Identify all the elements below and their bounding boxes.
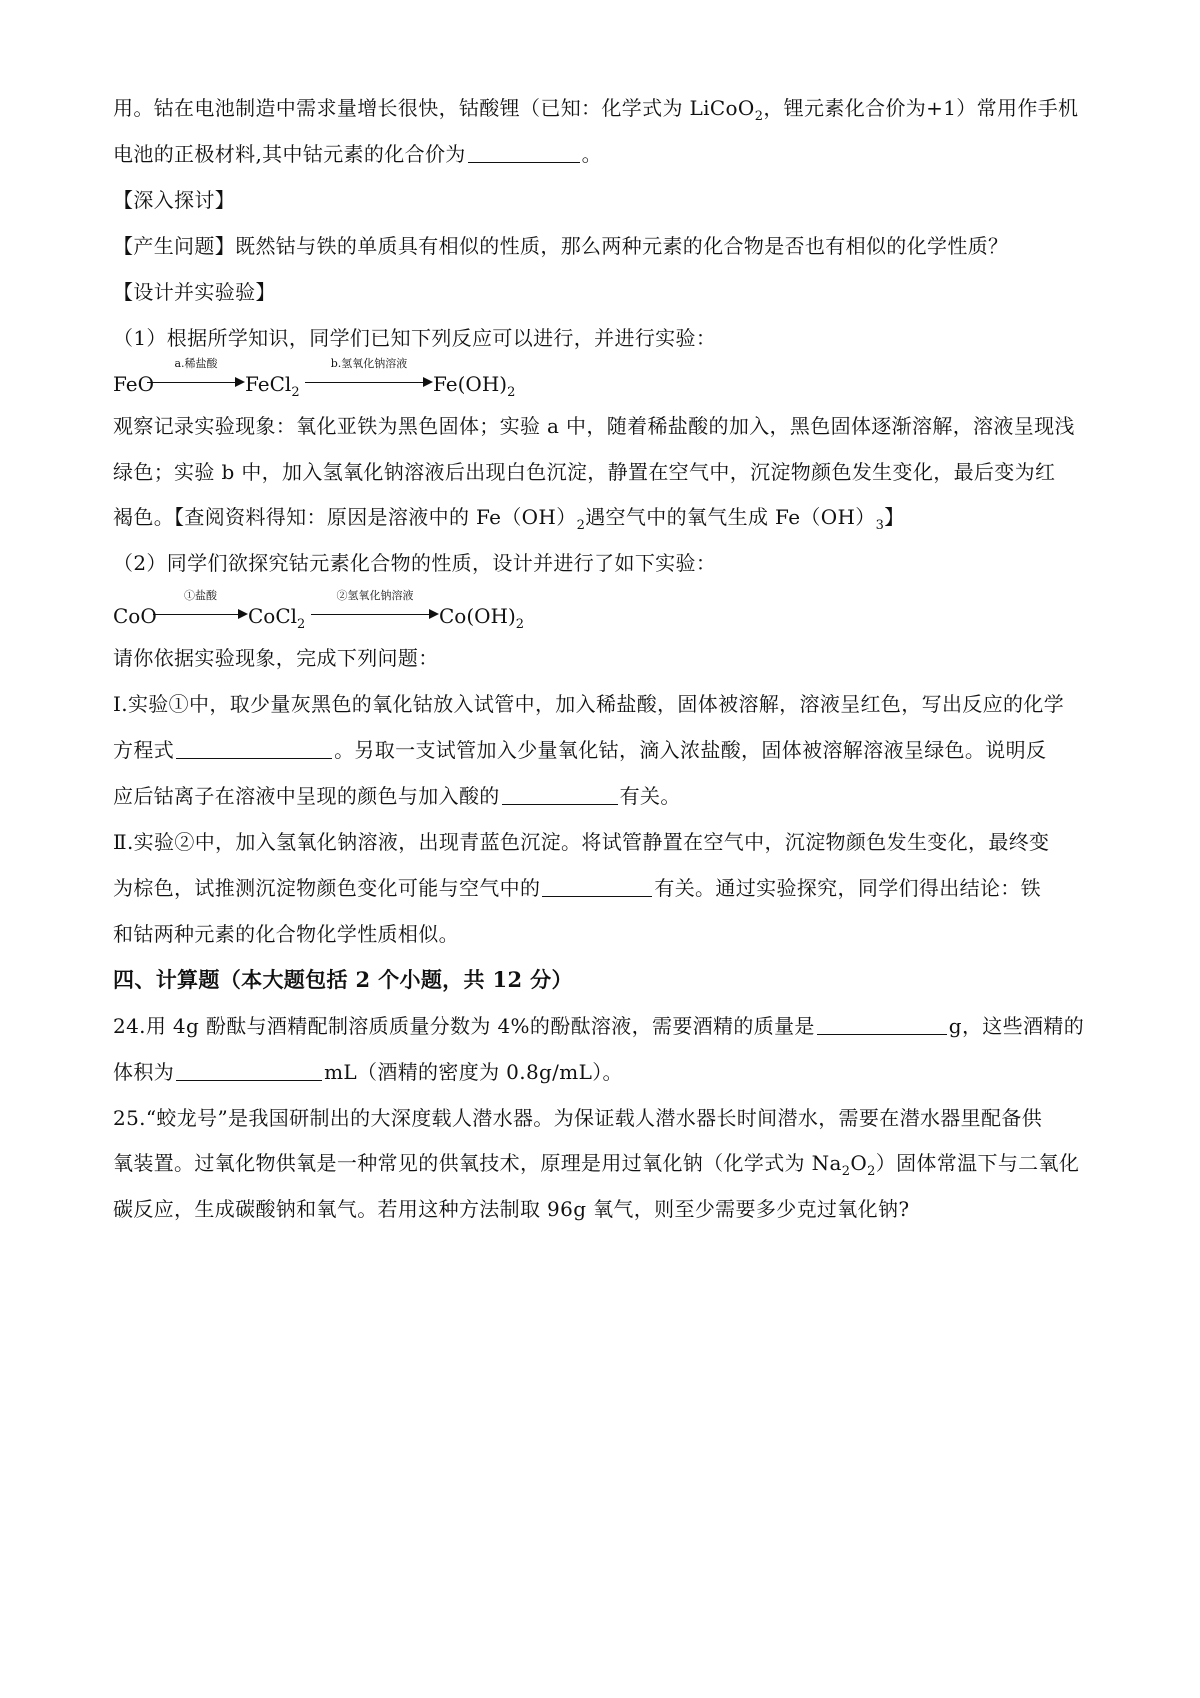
species: CoCl$_2$ (248, 604, 306, 632)
species: FeO (113, 372, 155, 396)
reaction-arrow (147, 358, 245, 398)
text-line: （2）同学们欲探究钴元素化合物的性质，设计并进行了如下实验： (113, 551, 717, 575)
question-24: 24.用 4g 酚酞与酒精配制溶质质量分数为 4%的酚酞溶液，需要酒精的质量是 g，这些酒精的 (113, 1014, 1085, 1038)
answer-blank[interactable] (542, 876, 652, 897)
answer-blank[interactable] (817, 1014, 947, 1035)
text-line: 绿色；实验 b 中，加入氢氧化钠溶液后出现白色沉淀，静置在空气中，沉淀物颜色发生变化，最后变为红 (113, 460, 1056, 484)
text-line: 用。钴在电池制造中需求量增长很快，钴酸锂（已知：化学式为 LiCoO$_2$，锂元素化合价为+1）常用作手机 (113, 96, 1079, 124)
reaction-condition: b.氢氧化钠溶液 (330, 357, 408, 370)
reaction-condition: ②氢氧化钠溶液 (336, 589, 414, 602)
species: $Fe(OH)_2$ (433, 372, 516, 400)
reaction-condition: ①盐酸 (184, 589, 217, 602)
answer-blank[interactable] (502, 784, 618, 805)
reaction-condition: a.稀盐酸 (174, 357, 218, 370)
reaction-equation-iron (113, 358, 533, 398)
reaction-arrow (153, 590, 248, 630)
text-line: 方程式 。另取一支试管加入少量氧化钴，滴入浓盐酸，固体被溶解溶液呈绿色。说明反 (113, 738, 1047, 762)
species: FeCl$_2$ (245, 372, 300, 400)
reaction-arrow (305, 358, 433, 398)
section-heading: 四、计算题（本大题包括 2 个小题，共 12 分） (113, 967, 573, 992)
text-line: 请你依据实验现象，完成下列问题： (113, 646, 439, 670)
text-line: 氧装置。过氧化物供氧是一种常见的供氧技术，原理是用过氧化钠（化学式为 $Na_2O_2$）固体常温下与二氧化 (113, 1151, 1080, 1179)
text-line: I.实验①中，取少量灰黑色的氧化钴放入试管中，加入稀盐酸，固体被溶解，溶液呈红色，写出反应的化学 (113, 692, 1065, 716)
text-line: 和钴两种元素的化合物化学性质相似。 (113, 922, 459, 946)
text-line: 【产生问题】既然钴与铁的单质具有相似的性质，那么两种元素的化合物是否也有相似的化学性质？ (113, 234, 1009, 258)
section-label: 【设计并实验验】 (113, 280, 276, 304)
species: $Co(OH)_2$ (439, 604, 525, 632)
answer-blank[interactable] (176, 1060, 322, 1081)
answer-blank[interactable] (176, 738, 332, 759)
text-line: 应后钴离子在溶液中呈现的颜色与加入酸的 有关。 (113, 784, 681, 808)
text-line: 观察记录实验现象：氧化亚铁为黑色固体；实验 a 中，随着稀盐酸的加入，黑色固体逐渐溶解，溶液呈现浅 (113, 414, 1075, 438)
answer-blank[interactable] (468, 142, 580, 163)
text-line: 碳反应，生成碳酸钠和氧气。若用这种方法制取 96g 氧气，则至少需要多少克过氧化钠? (113, 1197, 910, 1221)
text-line: 为棕色，试推测沉淀物颜色变化可能与空气中的 有关。通过实验探究，同学们得出结论：铁 (113, 876, 1042, 900)
reaction-arrow (311, 590, 439, 630)
text-line: （1）根据所学知识，同学们已知下列反应可以进行，并进行实验： (113, 326, 717, 350)
text-line: 褐色。【查阅资料得知：原因是溶液中的 $Fe(OH)_2$遇空气中的氧气生成 $Fe(OH)_3$】 (113, 505, 905, 533)
text-line: 体积为 mL（酒精的密度为 0.8g/mL）。 (113, 1060, 623, 1084)
text-line: 电池的正极材料,其中钴元素的化合价为 。 (113, 142, 603, 166)
text-line: Ⅱ.实验②中，加入氢氧化钠溶液，出现青蓝色沉淀。将试管静置在空气中，沉淀物颜色发生变化，最终变 (113, 830, 1050, 854)
species: CoO (113, 604, 157, 628)
reaction-equation-cobalt (113, 590, 533, 630)
question-25: 25.“蛟龙号”是我国研制出的大深度载人潜水器。为保证载人潜水器长时间潜水，需要在潜水器里配备供 (113, 1106, 1043, 1130)
section-label: 【深入探讨】 (113, 188, 236, 212)
